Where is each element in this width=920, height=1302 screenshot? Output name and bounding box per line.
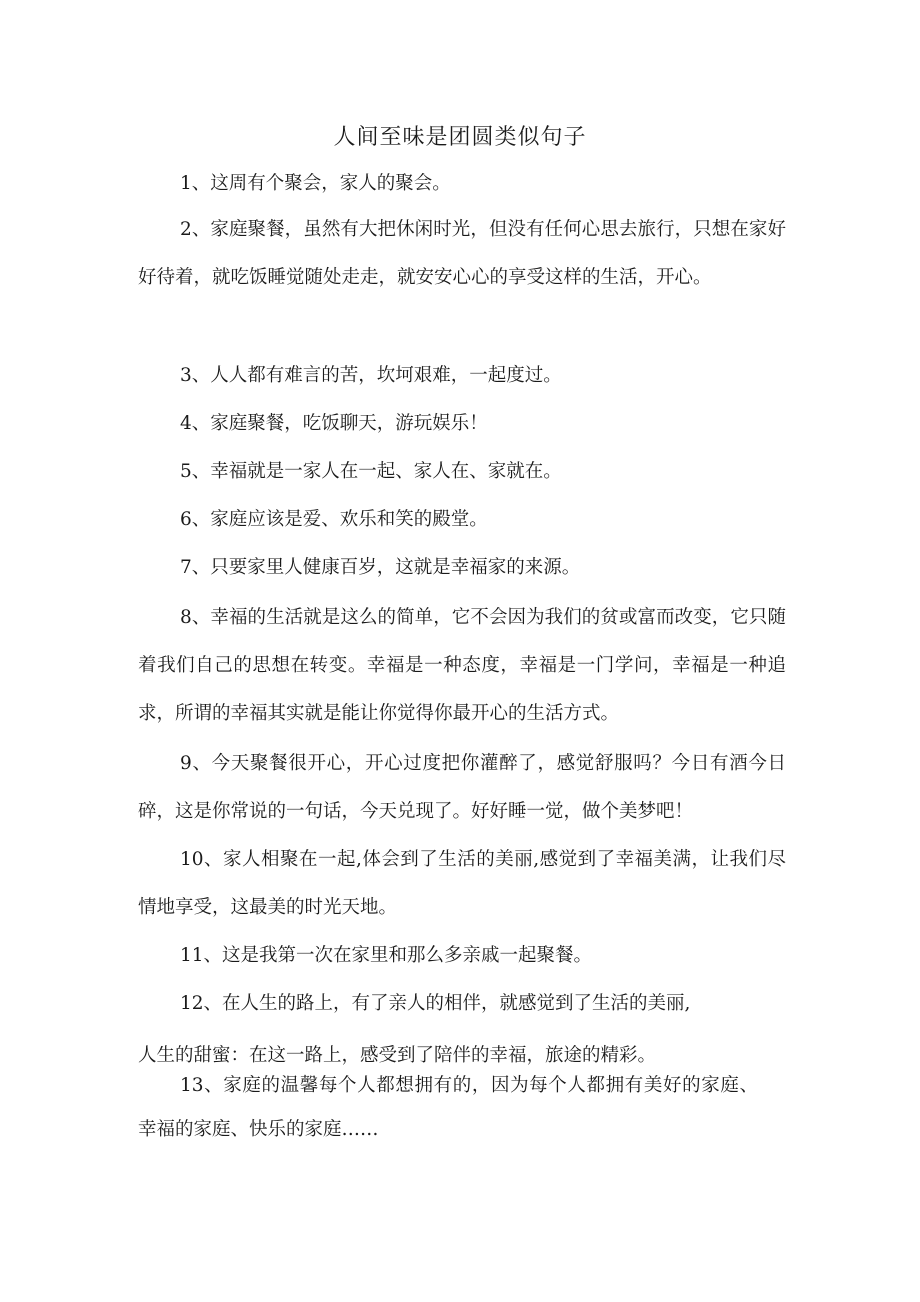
paragraph-2: 2、家庭聚餐，虽然有大把休闲时光，但没有任何心思去旅行，只想在家好好待着，就吃饭睡觉随处走走，就安安心心的享受这样的生活，开心。	[138, 219, 786, 288]
paragraph-7: 7、只要家里人健康百岁，这就是幸福家的来源。	[180, 557, 581, 578]
paragraph-1: 1、这周有个聚会，家人的聚会。	[180, 173, 451, 194]
paragraph-12: 12、在人生的路上，有了亲人的相伴，就感觉到了生活的美丽,	[180, 993, 691, 1014]
paragraph-5: 5、幸福就是一家人在一起、家人在、家就在。	[180, 461, 562, 482]
paragraph-10: 10、家人相聚在一起,体会到了生活的美丽,感觉到了幸福美满，让我们尽情地享受，这最美的时光天地。	[138, 849, 786, 918]
paragraph-6: 6、家庭应该是爱、欢乐和笑的殿堂。	[180, 509, 488, 530]
paragraph-11: 11、这是我第一次在家里和那么多亲戚一起聚餐。	[180, 945, 593, 966]
paragraph-12-continued: 人生的甜蜜：在这一路上，感受到了陪伴的幸福，旅途的精彩。	[138, 1045, 657, 1066]
paragraph-3: 3、人人都有难言的苦，坎坷艰难，一起度过。	[180, 365, 562, 386]
paragraph-8: 8、幸福的生活就是这么的简单，它不会因为我们的贫或富而改变，它只随着我们自己的思想在转变。幸福是一种态度，幸福是一门学问，幸福是一种追求，所谓的幸福其实就是能让你觉得你最开心的生活方式。	[138, 607, 786, 724]
paragraph-9: 9、今天聚餐很开心，开心过度把你灌醉了，感觉舒服吗？今日有酒今日碎，这是你常说的一句话，今天兑现了。好好睡一觉，做个美梦吧！	[138, 753, 786, 822]
paragraph-4: 4、家庭聚餐，吃饭聊天，游玩娱乐！	[180, 413, 488, 434]
document-title: 人间至味是团圆类似句子	[333, 125, 587, 150]
paragraph-13: 13、家庭的温馨每个人都想拥有的，因为每个人都拥有美好的家庭、幸福的家庭、快乐的家庭……	[138, 1075, 758, 1140]
